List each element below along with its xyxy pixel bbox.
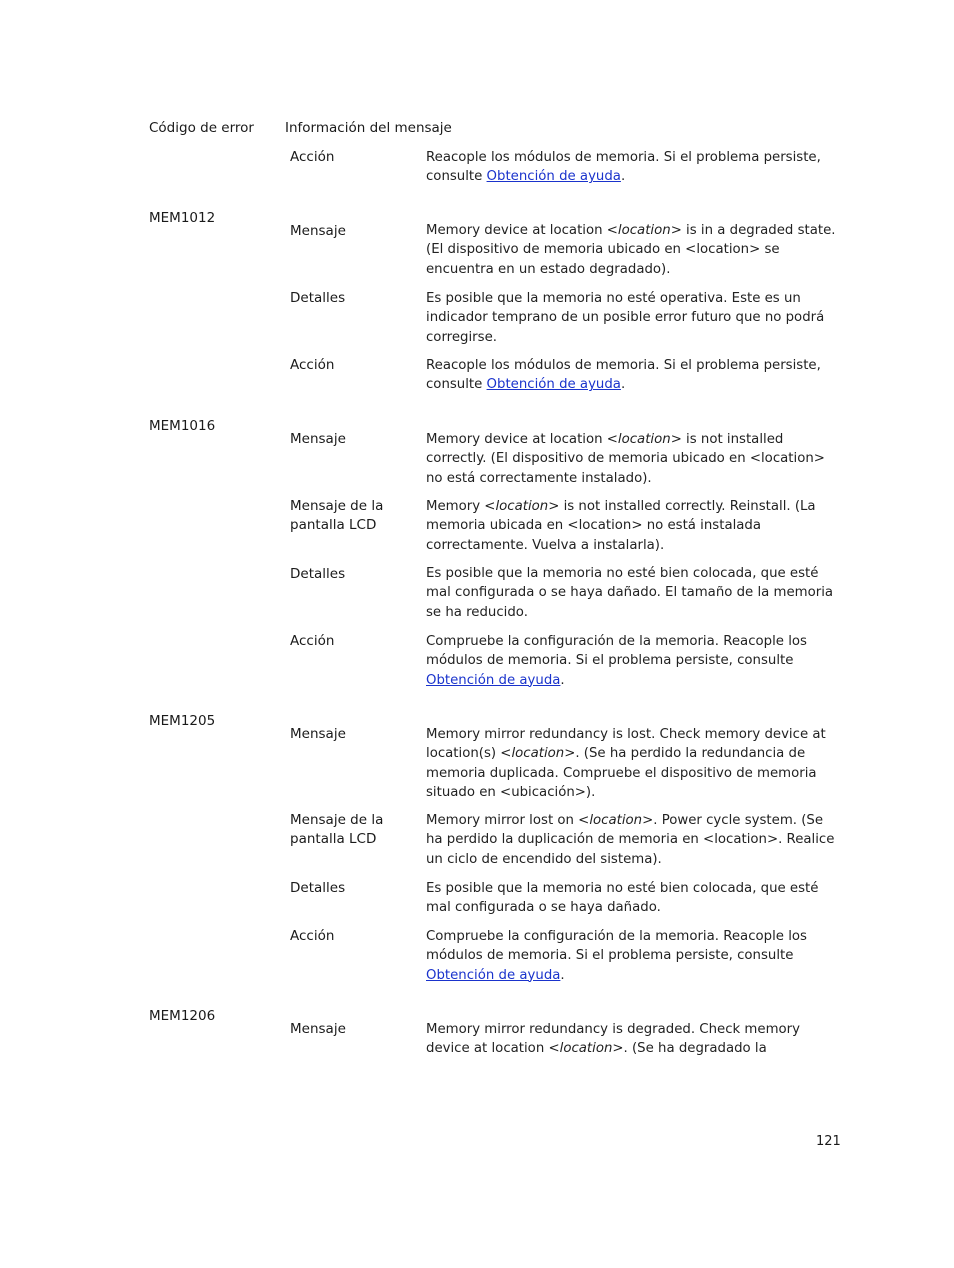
label-accion: Acción	[290, 357, 335, 373]
header-message-info: Información del mensaje	[285, 120, 452, 136]
label-lcd: Mensaje de la pantalla LCD	[290, 812, 384, 848]
text-detalles: Es posible que la memoria no esté bien colocada, que esté mal configurada o se haya dañado. El tamaño de la memoria se ha reducido.	[426, 566, 834, 620]
text-detalles: Es posible que la memoria no esté operativa. Este es un indicador temprano de un posible error futuro que no podrá corregirse.	[426, 291, 825, 345]
text-mensaje: Memory mirror redundancy is lost. Check memory device at location(s) <location>. (Se ha perdido la redundancia de memoria duplicada. Compruebe el dispositivo de memoria situado en <ubicación>).	[426, 727, 826, 800]
label-mensaje: Mensaje	[290, 726, 346, 742]
label-accion: Acción	[290, 149, 335, 165]
text-lcd: Memory mirror lost on <location>. Power cycle system. (Se ha perdido la duplicación de memoria en <location>. Realice un ciclo de encendido del sistema).	[426, 813, 835, 867]
error-code: MEM1205	[149, 713, 216, 729]
link-obtencion-ayuda[interactable]: Obtención de ayuda	[426, 672, 561, 688]
error-code: MEM1012	[149, 210, 216, 226]
link-obtencion-ayuda[interactable]: Obtención de ayuda	[486, 169, 621, 185]
text-accion: Compruebe la configuración de la memoria. Reacople los módulos de memoria. Si el problema persiste, consulte Obtención de ayuda.	[426, 634, 807, 688]
text-mensaje: Memory device at location <location> is not installed correctly. (El dispositivo de memoria ubicado en <location> no está correctamente instalado).	[426, 432, 825, 486]
link-obtencion-ayuda[interactable]: Obtención de ayuda	[486, 377, 621, 393]
label-mensaje: Mensaje	[290, 431, 346, 447]
label-mensaje: Mensaje	[290, 223, 346, 239]
label-detalles: Detalles	[290, 566, 346, 582]
label-mensaje: Mensaje	[290, 1021, 346, 1037]
label-accion: Acción	[290, 633, 335, 649]
text-accion: Compruebe la configuración de la memoria. Reacople los módulos de memoria. Si el problema persiste, consulte Obtención de ayuda.	[426, 929, 807, 983]
label-detalles: Detalles	[290, 290, 346, 306]
label-accion: Acción	[290, 928, 335, 944]
error-code: MEM1016	[149, 418, 216, 434]
text-accion: Reacople los módulos de memoria. Si el problema persiste, consulte Obtención de ayuda.	[426, 358, 821, 393]
link-obtencion-ayuda[interactable]: Obtención de ayuda	[426, 967, 561, 983]
text-mensaje: Memory device at location <location> is in a degraded state. (El dispositivo de memoria ubicado en <location> se encuentra en un estado degradado).	[426, 223, 836, 277]
label-lcd: Mensaje de la pantalla LCD	[290, 498, 384, 534]
header-error-code: Código de error	[149, 120, 254, 136]
label-detalles: Detalles	[290, 880, 346, 896]
text-detalles: Es posible que la memoria no esté bien colocada, que esté mal configurada o se haya dañado.	[426, 881, 819, 916]
text-mensaje: Memory mirror redundancy is degraded. Check memory device at location <location>. (Se ha degradado la	[426, 1022, 800, 1057]
page-number: 121	[816, 1134, 841, 1149]
text-accion: Reacople los módulos de memoria. Si el problema persiste, consulte Obtención de ayuda.	[426, 150, 821, 185]
error-code: MEM1206	[149, 1008, 216, 1024]
text-lcd: Memory <location> is not installed correctly. Reinstall. (La memoria ubicada en <location> no está instalada correctamente. Vuelva a instalarla).	[426, 499, 816, 553]
